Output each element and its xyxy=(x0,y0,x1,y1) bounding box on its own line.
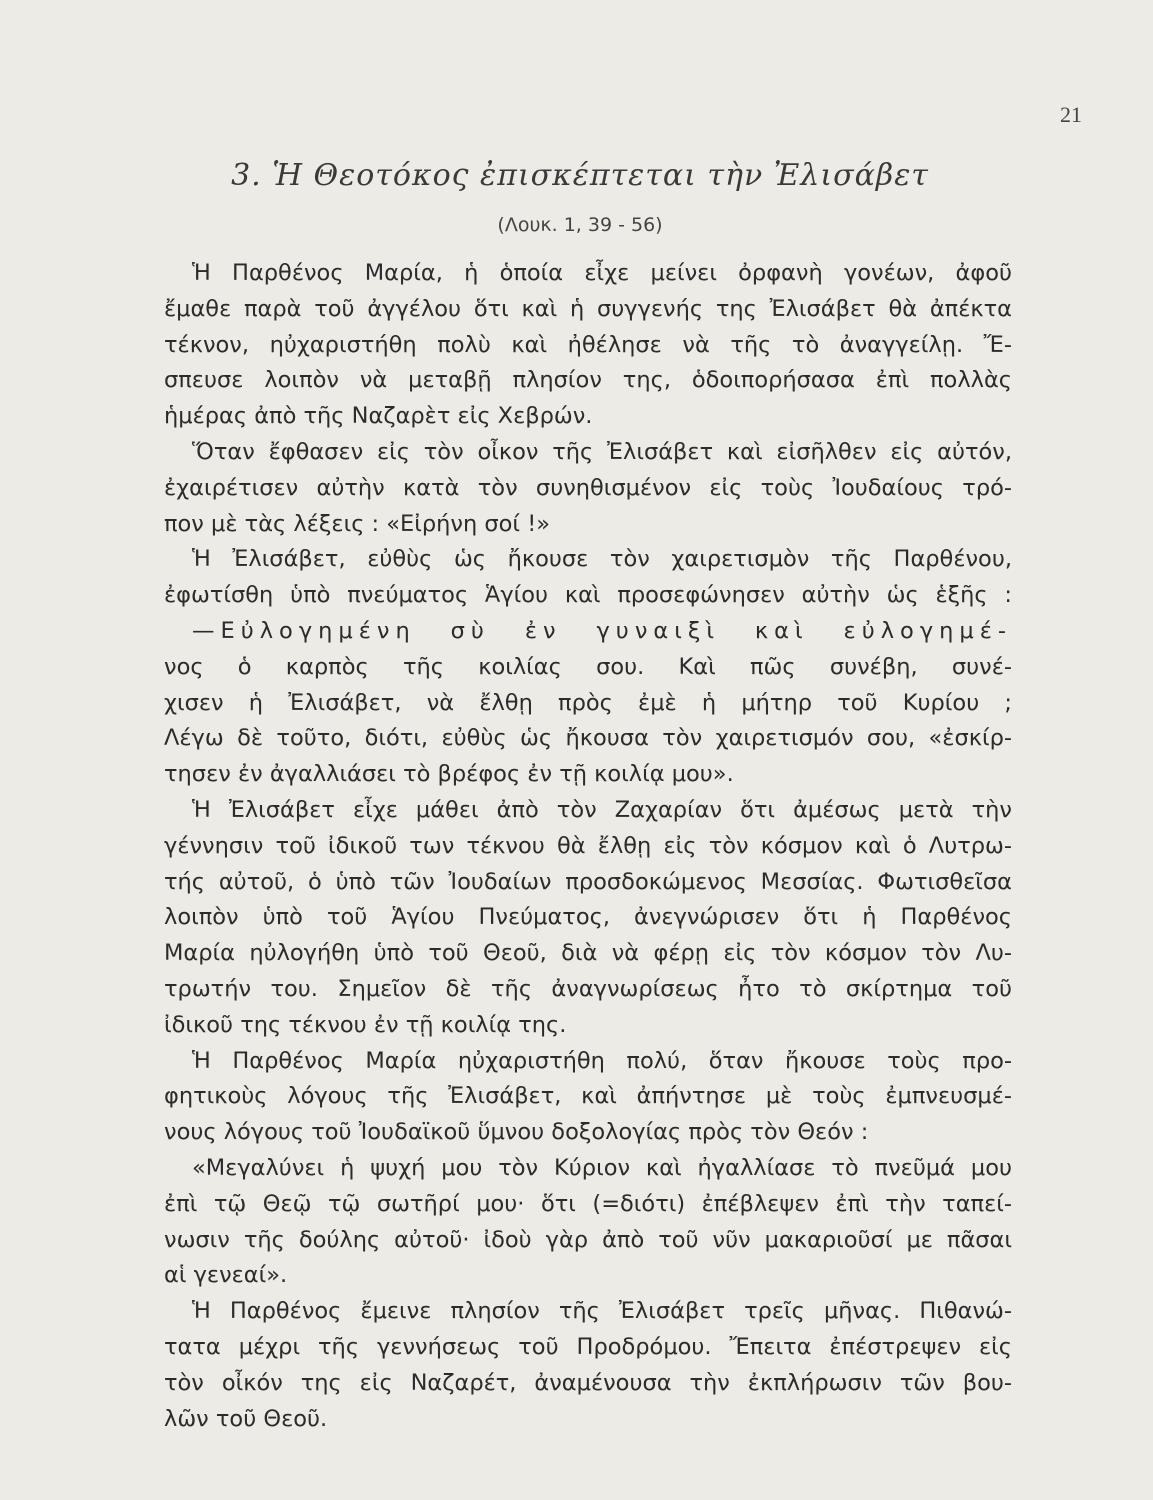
text-line: Ἡ Παρθένος Μαρία, ἡ ὁποία εἶχε μείνει ὀρφανὴ γονέων, ἀφοῦ xyxy=(192,260,1012,286)
text-line: νους λόγους τοῦ Ἰουδαϊκοῦ ὕμνου δοξολογίας πρὸς τὸν Θεόν : xyxy=(164,1119,869,1146)
text-line: Ἡ Ἐλισάβετ εἶχε μάθει ἀπὸ τὸν Ζαχαρίαν ὅτι ἀμέσως μετὰ τὴν xyxy=(192,796,1012,823)
text-line: Λέγω δὲ τοῦτο, διότι, εὐθὺς ὡς ἤκουσα τὸν χαιρετισμόν σου, «ἐσκίρ- xyxy=(164,725,1012,752)
text-line: «Μεγαλύνει ἡ ψυχή μου τὸν Κύριον καὶ ἠγαλλίασε τὸ πνεῦμά μου xyxy=(192,1154,1012,1181)
text-line: ἰδικοῦ της τέκνου ἐν τῇ κοιλίᾳ της. xyxy=(164,1011,567,1038)
text-line: τὸν οἶκόν της εἰς Ναζαρέτ, ἀναμένουσα τὴν ἐκπλήρωσιν τῶν βου- xyxy=(164,1369,1012,1396)
text-line: Ἡ Ἐλισάβετ, εὐθὺς ὡς ἤκουσε τὸν χαιρετισμὸν τῆς Παρθένου, xyxy=(192,546,1012,573)
text-line: τησεν ἐν ἀγαλλιάσει τὸ βρέφος ἐν τῇ κοιλίᾳ μου». xyxy=(164,761,734,788)
text-line: αἱ γενεαί». xyxy=(164,1262,288,1289)
text-line: ἐχαιρέτισεν αὐτὴν κατὰ τὸν συνηθισμένον εἰς τοὺς Ἰουδαίους τρό- xyxy=(164,474,1012,501)
text-line: τατα μέχρι τῆς γεννήσεως τοῦ Προδρόμου. Ἔπειτα ἐπέστρεψεν εἰς xyxy=(164,1333,1012,1360)
text-line: χισεν ἡ Ἐλισάβετ, νὰ ἔλθῃ πρὸς ἐμὲ ἡ μήτηρ τοῦ Κυρίου ; xyxy=(164,689,1012,716)
text-line: φητικοὺς λόγους τῆς Ἐλισάβετ, καὶ ἀπήντησε μὲ τοὺς ἐμπνευσμέ- xyxy=(164,1083,1012,1110)
text-line: Μαρία ηὐλογήθη ὑπὸ τοῦ Θεοῦ, διὰ νὰ φέρῃ εἰς τὸν κόσμον τὸν Λυ- xyxy=(164,940,1012,967)
scripture-reference: (Λουκ. 1, 39 - 56) xyxy=(497,214,663,236)
text-line: λῶν τοῦ Θεοῦ. xyxy=(164,1405,328,1432)
text-line: ἐπὶ τῷ Θεῷ τῷ σωτῆρί μου· ὅτι (=διότι) ἐπέβλεψεν ἐπὶ τὴν ταπεί- xyxy=(164,1190,1012,1217)
text-line: Ἡ Παρθένος Μαρία ηὐχαριστήθη πολύ, ὅταν ἤκουσε τοὺς προ- xyxy=(192,1047,1012,1074)
text-line: πον μὲ τὰς λέξεις : «Εἰρήνη σοί !» xyxy=(164,510,550,537)
text-line: νος ὁ καρπὸς τῆς κοιλίας σου. Καὶ πῶς συνέβη, συνέ- xyxy=(164,653,1012,680)
text-line: Ἡ Παρθένος ἔμεινε πλησίον τῆς Ἐλισάβετ τρεῖς μῆνας. Πιθανώ- xyxy=(192,1298,1012,1325)
text-line: ἐφωτίσθη ὑπὸ πνεύματος Ἁγίου καὶ προσεφώνησεν αὐτὴν ὡς ἑξῆς : xyxy=(164,582,1012,609)
text-line: ἔμαθε παρὰ τοῦ ἀγγέλου ὅτι καὶ ἡ συγγενής της Ἐλισάβετ θὰ ἀπέκτα xyxy=(164,295,1012,322)
page-number: 21 xyxy=(1060,102,1082,127)
text-line: ἡμέρας ἀπὸ τῆς Ναζαρὲτ εἰς Χεβρών. xyxy=(164,403,593,430)
text-line: —Εὐλογημένη σὺ ἐν γυναιξὶ καὶ εὐλογημέ- xyxy=(192,617,1012,644)
text-line: τέκνον, ηὐχαριστήθη πολὺ καὶ ἠθέλησε νὰ τῆς τὸ ἀναγγείλῃ. Ἔ- xyxy=(164,331,1012,358)
text-line: νωσιν τῆς δούλης αὐτοῦ· ἰδοὺ γὰρ ἀπὸ τοῦ νῦν μακαριοῦσί με πᾶσαι xyxy=(164,1226,1012,1253)
text-line: Ὅταν ἔφθασεν εἰς τὸν οἶκον τῆς Ἐλισάβετ καὶ εἰσῆλθεν εἰς αὐτόν, xyxy=(192,438,1012,465)
body-text xyxy=(164,256,1012,1437)
text-line: λοιπὸν ὑπὸ τοῦ Ἁγίου Πνεύματος, ἀνεγνώρισεν ὅτι ἡ Παρθένος xyxy=(164,904,1012,931)
text-line: γέννησιν τοῦ ἰδικοῦ των τέκνου θὰ ἔλθῃ εἰς τὸν κόσμον καὶ ὁ Λυτρω- xyxy=(164,832,1012,859)
section-title: 3. Ἡ Θεοτόκος ἐπισκέπτεται τὴν Ἐλισάβετ xyxy=(231,158,929,193)
text-line: σπευσε λοιπὸν νὰ μεταβῇ πλησίον της, ὁδοιπορήσασα ἐπὶ πολλὰς xyxy=(164,367,1012,394)
text-line: τής αὐτοῦ, ὁ ὑπὸ τῶν Ἰουδαίων προσδοκώμενος Μεσσίας. Φωτισθεῖσα xyxy=(164,868,1012,895)
text-line: τρωτήν του. Σημεῖον δὲ τῆς ἀναγνωρίσεως ἦτο τὸ σκίρτημα τοῦ xyxy=(164,975,1012,1002)
